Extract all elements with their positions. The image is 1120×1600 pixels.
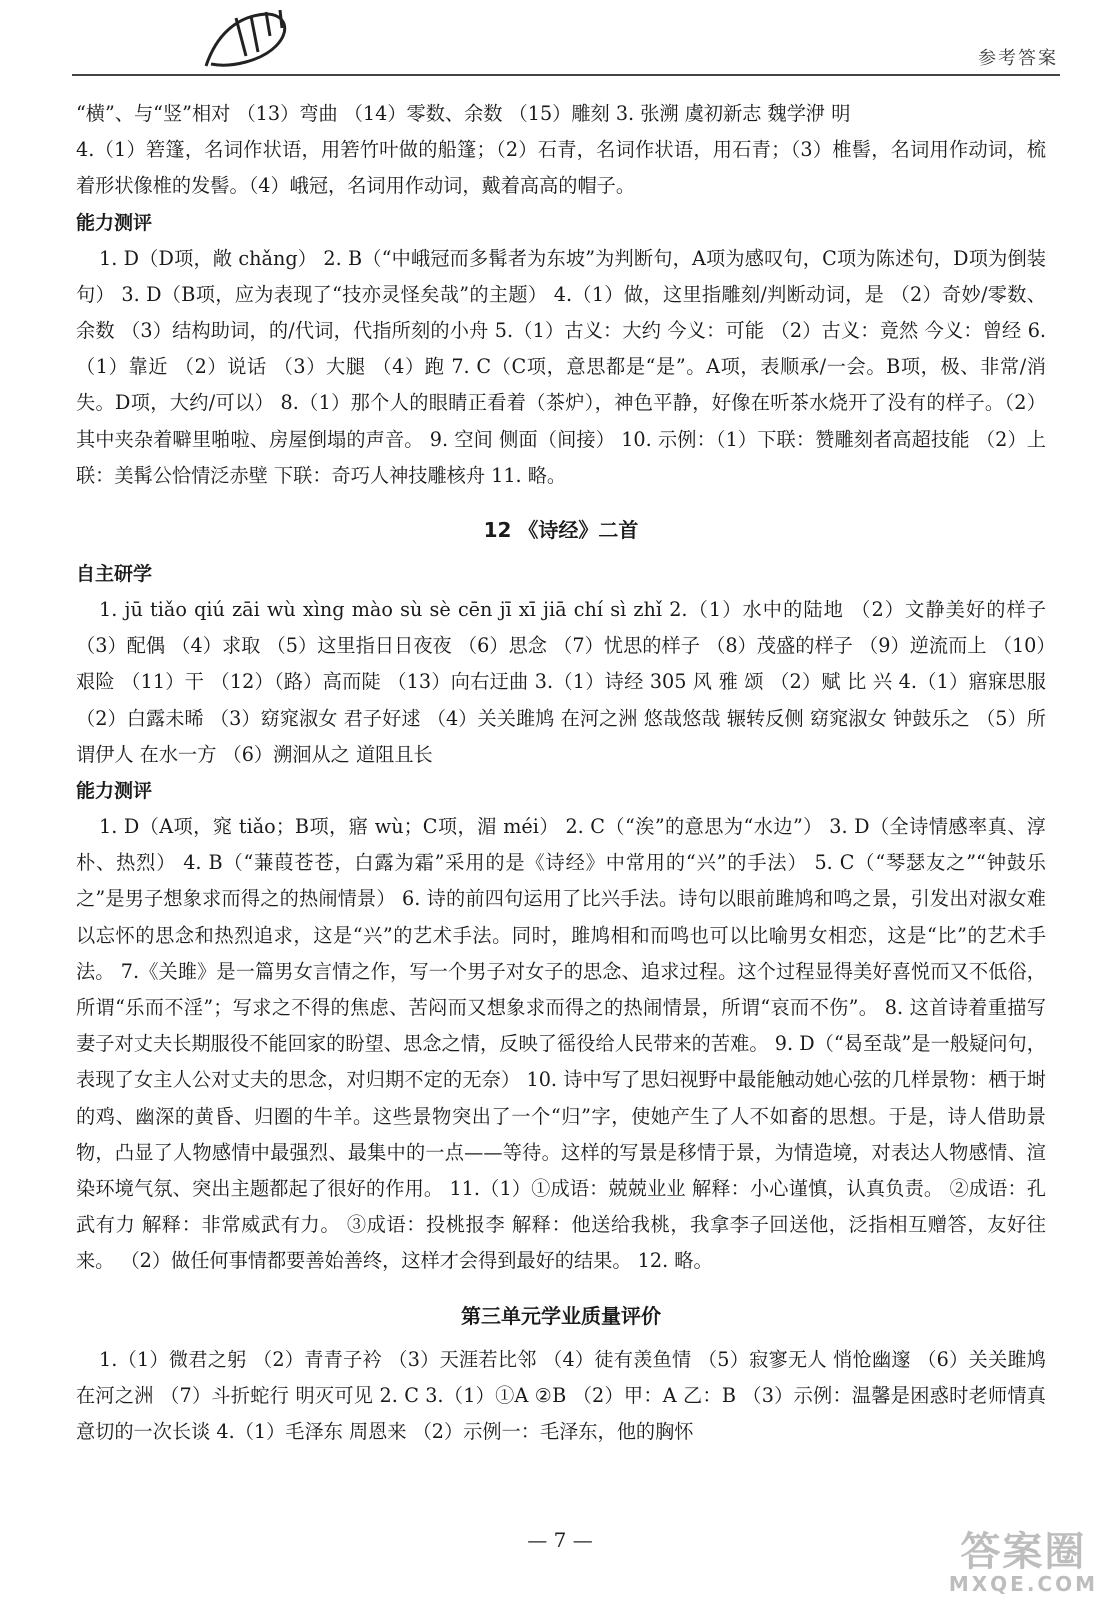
answer-paragraph: 1. D（A项，窕 tiǎo；B项，寤 wù；C项，湄 méi） 2. C（“涘”的意思为“水边”） 3. D（全诗情感率真、淳朴、热烈） 4. B（“蒹葭苍苍，白露为霜”采用的是《诗经》中常用的“兴”的手法） 5. C（“琴瑟友之”“钟鼓乐之”是男子想象求而得之的热闹情景） 6. 诗的前四句运用了比兴手法。诗句以眼前雎鸠和鸣之景，引发出对淑女难以忘怀的思念和热烈追求，这是“兴”的艺术手法。同时，雎鸠相和而鸣也可以比喻男女相恋，这是“比”的艺术手法。 7.《关雎》是一篇男女言情之作，写一个男子对女子的思念、追求过程。这个过程显得美好喜悦而又不低俗，所谓“乐而不淫”；写求之不得的焦虑、苦闷而又想象求而得之的热闹情景，所谓“哀而不伤”。 8. 这首诗着重描写妻子对丈夫长期服役不能回家的盼望、思念之情，反映了徭役给人民带来的苦难。 9. D（“曷至哉”是一般疑问句，表现了女主人公对丈夫的思念，对归期不定的无奈） 10. 诗中写了思妇视野中最能触动她心弦的几样景物：栖于埘的鸡、幽深的黄昏、归圈的牛羊。这些景物突出了一个“归”字，使她产生了人不如畜的思想。于是，诗人借助景物，凸显了人物感情中最强烈、最集中的一点——等待。这样的写景是移情于景，为情造境，对表达人物感情、渲染环境气氛、突出主题都起了很好的作用。 11.（1）①成语：兢兢业业 解释：小心谨慎，认真负责。 ②成语：孔武有力 解释：非常威武有力。 ③成语：投桃报李 解释：他送给我桃，我拿李子回送他，泛指相互赠答，友好往来。 （2）做任何事情都要善始善终，这样才会得到最好的结果。 12. 略。 <box>76 815 1046 1273</box>
answer-paragraph: 4.（1）箬篷，名词作状语，用箬竹叶做的船篷；（2）石青，名词作状语，用石青；（3）椎髻，名词用作动词，梳着形状像椎的发髻。（4）峨冠，名词用作动词，戴着高高的帽子。 <box>76 138 1046 198</box>
section-subheading: 能力测评 <box>76 211 153 234</box>
section-title: 第三单元学业质量评价 <box>461 1303 661 1328</box>
answer-paragraph: 1. D（D项，敞 chǎng） 2. B（“中峨冠而多髯者为东坡”为判断句，A项为感叹句，C项为陈述句，D项为倒装句） 3. D（B项，应为表现了“技亦灵怪矣哉”的主题） 4.（1）做，这里指雕刻/判断动词，是 （2）奇妙/零数、余数 （3）结构助词，的/代词，代指所刻的小舟 5.（1）古义：大约 今义：可能 （2）古义：竟然 今义：曾经 6.（1）靠近 （2）说话 （3）大腿 （4）跑 7. C（C项，意思都是“是”。A项，表顺承/一会。B项，极、非常/消失。D项，大约/可以） 8.（1）那个人的眼睛正看着（茶炉），神色平静，好像在听茶水烧开了没有的样子。（2）其中夹杂着噼里啪啦、房屋倒塌的声音。 9. 空间 侧面（间接） 10. 示例：（1）下联：赞雕刻者高超技能 （2）上联：美髯公恰情泛赤壁 下联：奇巧人神技雕核舟 11. 略。 <box>76 246 1046 487</box>
section-subheading: 能力测评 <box>76 780 153 803</box>
header-label: 参考答案 <box>978 48 1058 69</box>
header-rule <box>72 74 1060 76</box>
section-title: 12 《诗经》二首 <box>483 518 639 543</box>
answer-paragraph: 1. jū tiǎo qiú zāi wù xìng mào sù sè cēn jī xī jiā chí sì zhǐ 2.（1）水中的陆地 （2）文静美好的样子 （3）配偶 （4）求取 （5）这里指日日夜夜 （6）思念 （7）忧思的样子 （8）茂盛的样子 （9）逆流而上 （10）艰险 （11）干 （12）（路）高而陡 （13）向右迂曲 3.（1）诗经 305 风 雅 颂 （2）赋 比 兴 4.（1）寤寐思服 （2）白露未晞 （3）窈窕淑女 君子好逑 （4）关关雎鸠 在河之洲 悠哉悠哉 辗转反侧 窈窕淑女 钟鼓乐之 （5）所谓伊人 在水一方 （6）溯洄从之 道阻且长 <box>76 598 1046 766</box>
answer-content <box>76 96 1046 1450</box>
answer-paragraph: 1.（1）微君之躬 （2）青青子衿 （3）天涯若比邻 （4）徒有羡鱼情 （5）寂寥无人 悄怆幽邃 （6）关关雎鸠 在河之洲 （7）斗折蛇行 明灭可见 2. C 3.（1）①A ②B （2）甲：A 乙：B （3）示例：温馨是困惑时老师情真意切的一次长谈 4.（1）毛泽东 周恩来 （2）示例一：毛泽东，他的胸怀 <box>76 1347 1046 1444</box>
answer-paragraph: “横”、与“竖”相对 （13）弯曲 （14）零数、余数 （15）雕刻 3. 张溯 虞初新志 魏学洢 明 <box>76 102 851 125</box>
watermark-sub: MXQE.COM <box>948 1572 1098 1596</box>
section-subheading: 自主研学 <box>76 563 153 586</box>
watermark-main: 答案圈 <box>960 1529 1087 1575</box>
watermark-logo <box>948 1529 1098 1596</box>
pen-scribble-mark <box>196 6 306 80</box>
page-number: — 7 — <box>527 1528 593 1552</box>
